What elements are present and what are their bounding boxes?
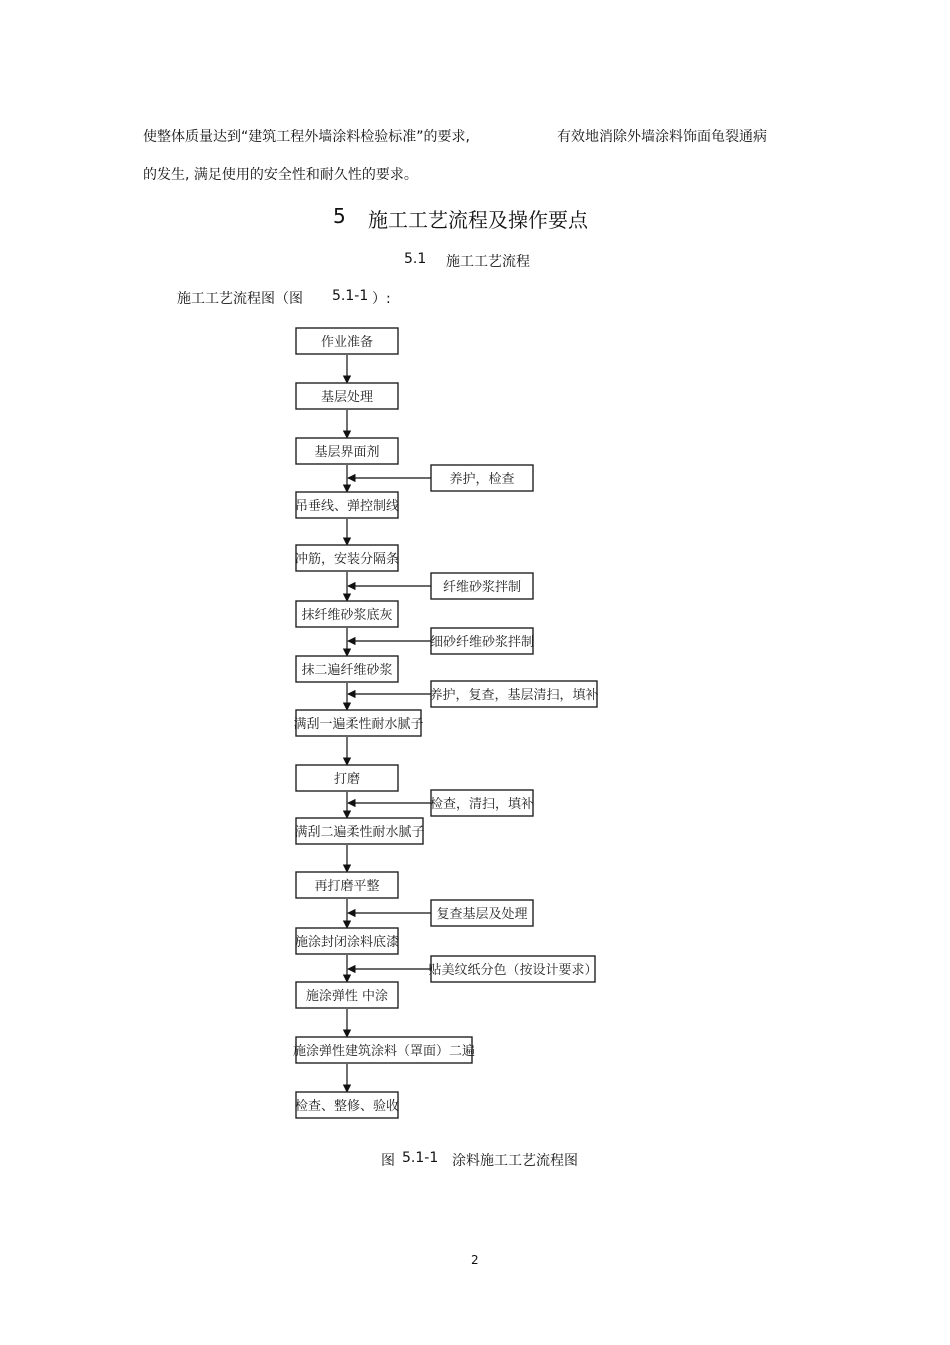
flowchart-intro-suffix: ）: — [372, 291, 391, 307]
flow-step-label: 检查、整修、验收 — [294, 1099, 400, 1114]
flowchart-intro-ref: 5.1-1 — [332, 288, 369, 304]
flow-step-label: 吊垂线、弹控制线 — [294, 499, 400, 514]
flow-step-label: 施涂弹性 中涂 — [305, 989, 389, 1004]
flow-step — [295, 545, 399, 571]
body-line-1-right: 有效地消除外墙涂料饰面龟裂通病 — [557, 129, 767, 145]
flow-step-label: 施涂弹性建筑涂料（罩面）二遍 — [292, 1044, 476, 1059]
flow-step-label: 施涂封闭涂料底漆 — [294, 935, 400, 950]
flow-step-label: 满刮二遍柔性耐水腻子 — [294, 825, 425, 840]
flow-step-label: 基层界面剂 — [314, 445, 380, 460]
side-input — [431, 465, 533, 491]
side-input — [430, 628, 534, 654]
flow-step — [295, 928, 399, 954]
flow-step-label: 抹纤维砂浆底灰 — [301, 608, 393, 623]
figure-caption-title: 涂料施工工艺流程图 — [452, 1153, 578, 1169]
flow-step — [296, 872, 398, 898]
flow-step — [296, 982, 398, 1008]
side-input-label: 养护，检查 — [449, 472, 515, 487]
section-number: 5 — [333, 204, 346, 228]
side-input-label: 纤维砂浆拌制 — [442, 580, 522, 595]
subsection-title: 施工工艺流程 — [446, 254, 530, 270]
flow-step — [293, 1037, 475, 1063]
flow-step-label: 满刮一遍柔性耐水腻子 — [293, 717, 424, 732]
body-line-1-left: 使整体质量达到“建筑工程外墙涂料检验标准”的要求, — [143, 129, 470, 145]
body-line-2: 的发生, 满足使用的安全性和耐久性的要求。 — [143, 167, 418, 183]
flow-step — [296, 656, 398, 682]
figure-caption-number: 5.1-1 — [402, 1150, 439, 1166]
flow-step-label: 作业准备 — [320, 335, 374, 350]
side-input — [428, 956, 597, 982]
page-number: 2 — [471, 1253, 479, 1267]
flow-step — [296, 438, 398, 464]
flow-step — [296, 328, 398, 354]
side-input-label: 贴美纹纸分色（按设计要求） — [428, 963, 598, 978]
section-title: 施工工艺流程及操作要点 — [368, 208, 588, 232]
flow-step-label: 基层处理 — [320, 390, 374, 405]
flow-step-label: 冲筋，安装分隔条 — [294, 552, 400, 567]
flow-step — [295, 1092, 399, 1118]
side-input-label: 养护，复查，基层清扫，填补 — [429, 688, 599, 703]
subsection-number: 5.1 — [404, 251, 427, 267]
side-input-label: 细砂纤维砂浆拌制 — [429, 635, 535, 650]
flow-step — [296, 765, 398, 791]
flowchart-intro-label: 施工工艺流程图（图 — [177, 291, 303, 307]
figure-caption-label: 图 — [381, 1153, 395, 1169]
flow-step — [296, 383, 398, 409]
flow-step-label: 抹二遍纤维砂浆 — [301, 663, 393, 678]
side-input — [430, 790, 534, 816]
side-input-label: 复查基层及处理 — [436, 907, 528, 922]
flow-step — [296, 601, 398, 627]
flow-step-label: 打磨 — [333, 772, 361, 787]
flow-step — [293, 710, 423, 736]
side-input — [431, 573, 533, 599]
flow-step — [294, 818, 424, 844]
side-input — [431, 900, 533, 926]
side-input-label: 检查，清扫，填补 — [429, 797, 535, 812]
flow-step-label: 再打磨平整 — [314, 879, 380, 894]
flow-step — [295, 492, 399, 518]
side-input — [429, 681, 598, 707]
